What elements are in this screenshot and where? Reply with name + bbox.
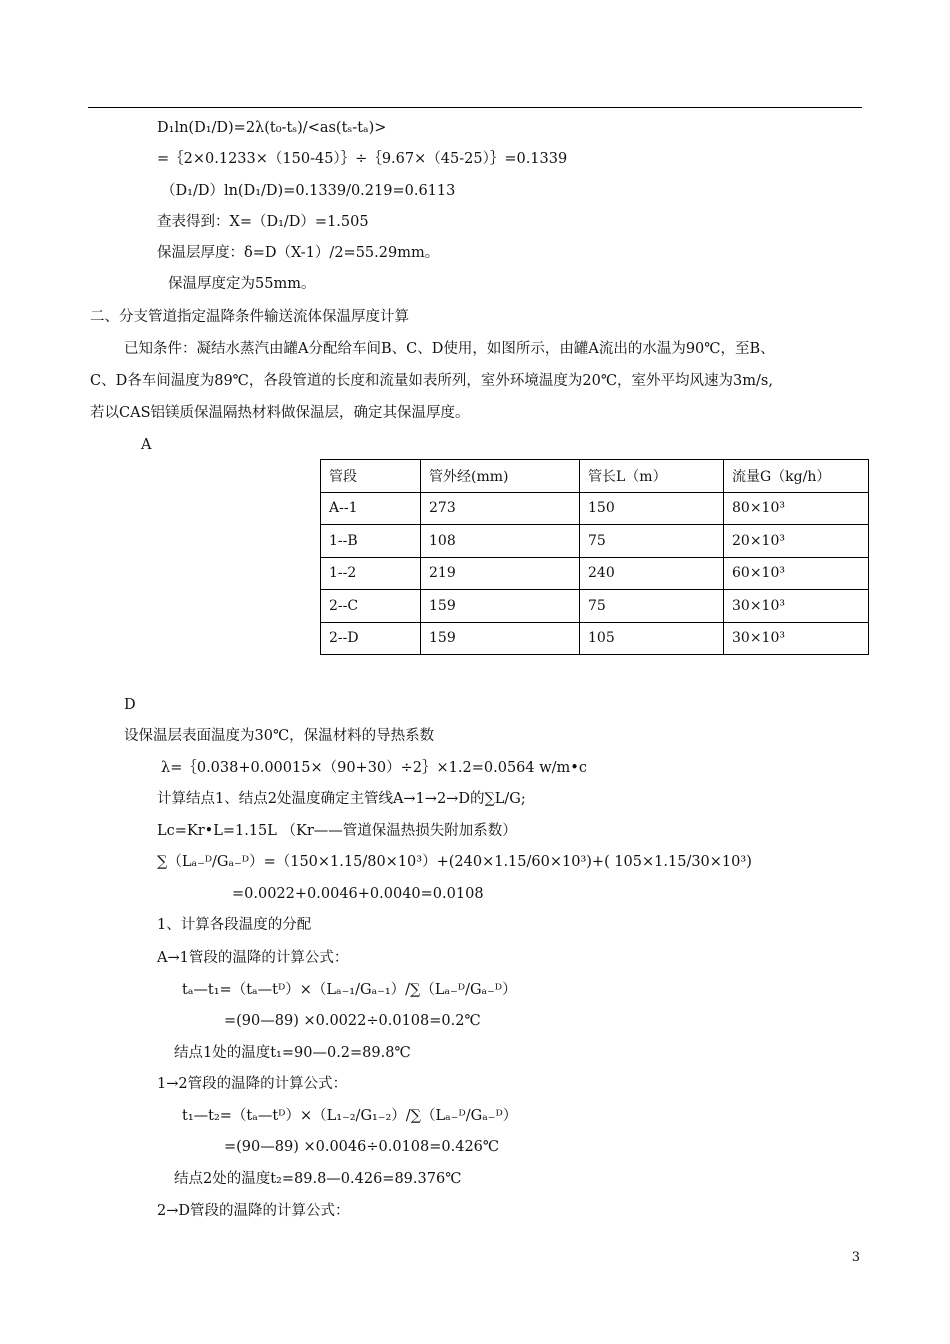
segment-a1-result: =(90—89) ×0.0022÷0.0108=0.2℃	[224, 1013, 481, 1029]
condition-line-1: 已知条件：凝结水蒸汽由罐A分配给车间B、C、D使用，如图所示，由罐A流出的水温为90℃，至B、	[124, 341, 775, 357]
table-header-row	[321, 460, 869, 493]
table-row	[321, 590, 869, 623]
table-header: 流量G（kg/h）	[724, 460, 869, 493]
table-cell: 80×10³	[724, 492, 869, 525]
table-row	[321, 525, 869, 558]
table-lookup: 查表得到：X=（D₁/D）=1.505	[157, 214, 369, 230]
table-cell: 240	[580, 557, 724, 590]
section-heading: 二、分支管道指定温降条件输送流体保温厚度计算	[90, 309, 409, 325]
table-cell: 108	[421, 525, 580, 558]
pipe-table	[320, 459, 869, 655]
lambda-formula: λ=｛0.038+0.00015×（90+30）÷2｝×1.2=0.0564 w/m•c	[161, 760, 587, 776]
table-row	[321, 622, 869, 655]
table-cell: 105	[580, 622, 724, 655]
segment-a1-heading: A→1管段的温降的计算公式：	[157, 950, 349, 966]
segment-12-formula: t₁—t₂=（tₐ—tᴰ）×（L₁₋₂/G₁₋₂）/∑（Lₐ₋ᴰ/Gₐ₋ᴰ）	[182, 1108, 518, 1124]
formula-result: （D₁/D）ln(D₁/D)=0.1339/0.219=0.6113	[161, 183, 456, 199]
table-header: 管长L（m）	[580, 460, 724, 493]
table-row	[321, 492, 869, 525]
header-rule	[88, 107, 862, 108]
surface-temp-line: 设保温层表面温度为30℃，保温材料的导热系数	[124, 728, 435, 744]
table-cell: 219	[421, 557, 580, 590]
table-cell: 60×10³	[724, 557, 869, 590]
lc-formula: Lc=Kr•L=1.15L （Kr——管道保温热损失附加系数）	[157, 823, 517, 839]
table-cell: 20×10³	[724, 525, 869, 558]
segment-a1-formula: tₐ—t₁=（tₐ—tᴰ）×（Lₐ₋₁/Gₐ₋₁）/∑（Lₐ₋ᴰ/Gₐ₋ᴰ）	[182, 982, 517, 998]
table-cell: 30×10³	[724, 590, 869, 623]
condition-line-3: 若以CAS铝镁质保温隔热材料做保温层，确定其保温厚度。	[90, 405, 470, 421]
table-cell: 273	[421, 492, 580, 525]
table-cell: 2--C	[321, 590, 421, 623]
segment-2d-heading: 2→D管段的温降的计算公式：	[157, 1203, 350, 1219]
condition-line-2: C、D各车间温度为89℃，各段管道的长度和流量如表所列，室外环境温度为20℃，室外平均风速为3m/s,	[90, 373, 773, 389]
table-cell: 159	[421, 622, 580, 655]
segment-12-result: =(90—89) ×0.0046÷0.0108=0.426℃	[224, 1139, 500, 1155]
node1-temp: 结点1处的温度t₁=90—0.2=89.8℃	[174, 1045, 411, 1061]
page-number: 3	[851, 1250, 860, 1265]
node2-temp: 结点2处的温度t₂=89.8—0.426=89.376℃	[174, 1171, 462, 1187]
table-header: 管外经(mm)	[421, 460, 580, 493]
sum-result: =0.0022+0.0046+0.0040=0.0108	[232, 886, 484, 902]
formula-calc: =｛2×0.1233×（150-45）｝÷｛9.67×（45-25）｝=0.1339	[157, 151, 568, 167]
segment-12-heading: 1→2管段的温降的计算公式：	[157, 1076, 348, 1092]
table-cell: 30×10³	[724, 622, 869, 655]
thickness-result: 保温厚度定为55mm。	[168, 276, 316, 292]
table-cell: 1--2	[321, 557, 421, 590]
step-heading-1: 1、计算各段温度的分配	[157, 917, 312, 933]
table-cell: 75	[580, 525, 724, 558]
table-cell: 159	[421, 590, 580, 623]
table-cell: A--1	[321, 492, 421, 525]
diagram-label-a: A	[141, 437, 152, 453]
table-cell: 1--B	[321, 525, 421, 558]
table-header: 管段	[321, 460, 421, 493]
diagram-label-d: D	[124, 697, 136, 713]
formula-ratio: D₁ln(D₁/D)=2λ(t₀-tₛ)/<as(tₛ-tₐ)>	[157, 120, 387, 136]
table-cell: 75	[580, 590, 724, 623]
main-line-calc: 计算结点1、结点2处温度确定主管线A→1→2→D的∑L/G;	[157, 791, 526, 807]
thickness-calc: 保温层厚度：δ=D（X-1）/2=55.29mm。	[157, 245, 440, 261]
table-cell: 150	[580, 492, 724, 525]
table-cell: 2--D	[321, 622, 421, 655]
sum-formula: ∑（Lₐ₋ᴰ/Gₐ₋ᴰ）=（150×1.15/80×10³）+(240×1.15/60×10³)+( 105×1.15/30×10³)	[157, 854, 752, 870]
table-row	[321, 557, 869, 590]
